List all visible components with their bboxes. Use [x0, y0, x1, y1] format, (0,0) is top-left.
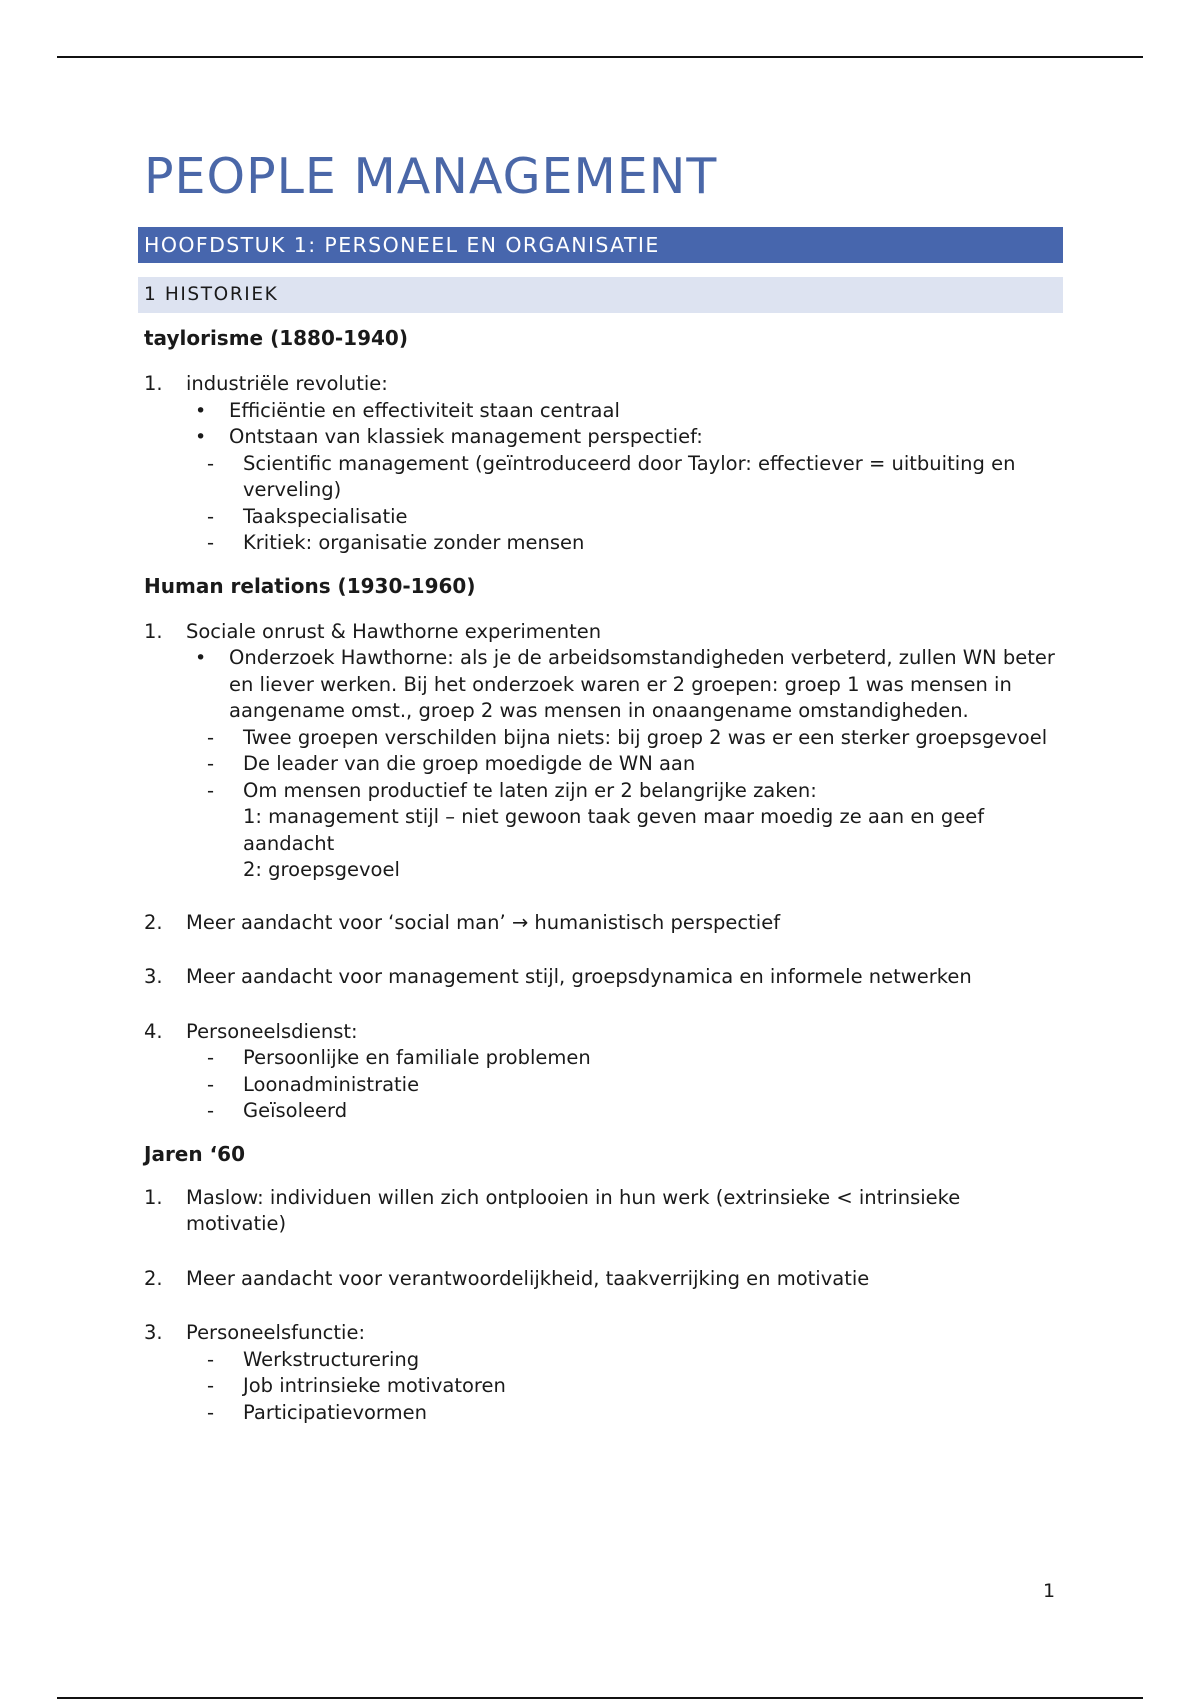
subsection-heading: Human relations (1930-1960)	[144, 573, 476, 598]
document-title: PEOPLE MANAGEMENT	[144, 148, 718, 205]
list-number: 2.	[144, 1266, 163, 1290]
subsection-jaren-60	[138, 1139, 1063, 1427]
bullet-item: • Onderzoek Hawthorne: als je de arbeidsomstandigheden verbeterd, zullen WN beter en liever werken. Bij het onderzoek waren er 2 groepen: groep 1 was mensen in aangename omst., groep 2 was mensen in onaangename omstandigheden.	[186, 645, 1063, 725]
bullet-item-text: Ontstaan van klassiek management perspectief:	[229, 425, 703, 448]
list-number: 1.	[144, 372, 163, 395]
dash-item: - Job intrinsieke motivatoren	[186, 1373, 1063, 1400]
list-item-text: Personeelsdienst:	[186, 1019, 358, 1043]
dash-item: - Kritiek: organisatie zonder mensen	[186, 530, 1063, 557]
section-heading: 1 HISTORIEK	[138, 277, 1063, 313]
dash-item-text: Om mensen productief te laten zijn er 2 belangrijke zaken:	[243, 778, 817, 802]
numbered-list	[138, 1185, 1063, 1427]
dash-item: - De leader van die groep moedigde de WN aan	[186, 751, 1063, 778]
subsection-taylorisme	[138, 323, 1063, 557]
dash-item: - Twee groepen verschilden bijna niets: bij groep 2 was er een sterker groepsgevoel	[186, 725, 1063, 752]
dash-list	[186, 725, 1063, 805]
list-item-text: Meer aandacht voor management stijl, groepsdynamica en informele netwerken	[186, 965, 972, 988]
list-number: 3.	[144, 965, 163, 988]
chapter-heading: HOOFDSTUK 1: PERSONEEL EN ORGANISATIE	[138, 227, 1063, 263]
dash-continuation: 1: management stijl – niet gewoon taak geven maar moedig ze aan en geef aandacht	[243, 805, 985, 855]
bullet-item	[186, 424, 1063, 451]
list-item-text: Meer aandacht voor ‘social man’ → humanistisch perspectief	[186, 910, 781, 934]
list-item	[144, 1185, 1063, 1238]
dash-item: - Scientific management (geïntroduceerd door Taylor: effectiever = uitbuiting en verveling)	[186, 451, 1063, 504]
list-item	[144, 619, 1063, 884]
dash-item: - Taakspecialisatie	[186, 504, 1063, 531]
list-item-text: Sociale onrust & Hawthorne experimenten	[186, 619, 602, 643]
subsection-human-relations	[138, 571, 1063, 1125]
list-item-text: industriële revolutie:	[186, 372, 388, 395]
footer-rule	[57, 1697, 1143, 1699]
page-number: 1	[1043, 1580, 1056, 1602]
list-item-text: Maslow: individuen willen zich ontplooien in hun werk (extrinsieke < intrinsieke motivatie)	[186, 1185, 961, 1235]
dash-item: - Persoonlijke en familiale problemen	[186, 1045, 1063, 1072]
list-number: 4.	[144, 1019, 163, 1043]
dash-item: - Werkstructurering	[186, 1347, 1063, 1374]
subsection-heading: taylorisme (1880-1940)	[144, 326, 408, 350]
list-number: 1.	[144, 619, 163, 643]
dash-item: - Geïsoleerd	[186, 1098, 1063, 1125]
list-item	[144, 1019, 1063, 1125]
dash-item: - Participatievormen	[186, 1400, 1063, 1427]
dash-list	[186, 1045, 1063, 1125]
numbered-list	[138, 619, 1063, 1125]
list-number: 1.	[144, 1185, 163, 1209]
numbered-list	[138, 371, 1063, 557]
document-body	[138, 130, 1063, 1426]
subsection-heading: Jaren ‘60	[144, 1141, 245, 1166]
list-item-text: Meer aandacht voor verantwoordelijkheid, taakverrijking en motivatie	[186, 1266, 870, 1290]
header-rule	[57, 56, 1143, 58]
dash-item: - Loonadministratie	[186, 1072, 1063, 1099]
bullet-list	[186, 645, 1063, 725]
list-item	[144, 1266, 1063, 1293]
list-item	[144, 964, 1063, 991]
list-item-text: Personeelsfunctie:	[186, 1321, 366, 1344]
list-number: 3.	[144, 1321, 163, 1344]
bullet-item: • Efficiëntie en effectiviteit staan centraal	[186, 398, 1063, 425]
dash-list	[186, 1347, 1063, 1427]
dash-item	[186, 778, 1063, 805]
list-number: 2.	[144, 910, 163, 934]
list-item	[144, 1320, 1063, 1426]
dash-list	[186, 451, 1063, 557]
list-item	[144, 910, 1063, 937]
bullet-list	[186, 398, 1063, 451]
dash-continuation: 2: groepsgevoel	[243, 858, 400, 881]
list-item	[144, 371, 1063, 557]
